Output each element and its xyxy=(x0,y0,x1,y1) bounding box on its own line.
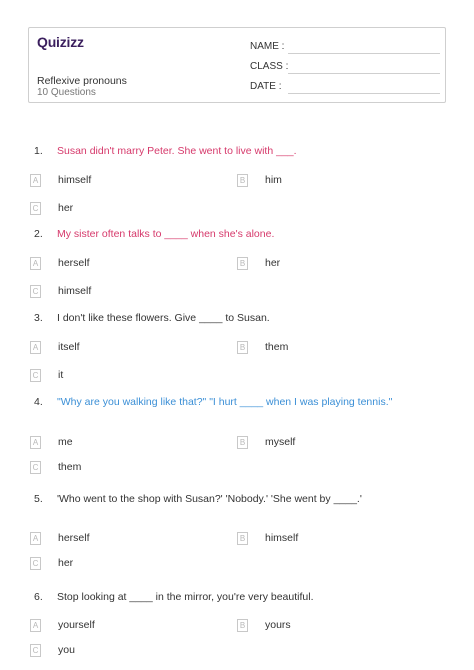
question-count: 10 Questions xyxy=(37,87,96,98)
option-letter-box: C xyxy=(30,369,41,382)
option-letter-box: B xyxy=(237,341,248,354)
class-line xyxy=(288,73,440,74)
question-number: 5. xyxy=(34,493,43,505)
option-letter-box: B xyxy=(237,619,248,632)
option-letter-box: B xyxy=(237,257,248,270)
option-letter-box: B xyxy=(237,174,248,187)
option-label: them xyxy=(58,461,82,473)
option-label: herself xyxy=(58,257,90,269)
question-text: My sister often talks to ____ when she's alone. xyxy=(57,228,275,240)
option-label: me xyxy=(58,436,73,448)
option-letter-box: C xyxy=(30,202,41,215)
option-letter-box: A xyxy=(30,532,41,545)
worksheet-title: Reflexive pronouns xyxy=(37,75,127,87)
date-line xyxy=(288,93,440,94)
option-letter-box: C xyxy=(30,644,41,657)
name-field[interactable] xyxy=(250,41,440,55)
option-label: himself xyxy=(58,174,92,186)
class-field[interactable] xyxy=(250,61,440,75)
option-letter-box: C xyxy=(30,461,41,474)
option-letter-box: C xyxy=(30,557,41,570)
option-label: them xyxy=(265,341,289,353)
option-label: you xyxy=(58,644,75,656)
option-label: him xyxy=(265,174,282,186)
option-letter-box: A xyxy=(30,619,41,632)
option-letter-box: B xyxy=(237,532,248,545)
option-letter-box: A xyxy=(30,257,41,270)
question-text: Stop looking at ____ in the mirror, you're very beautiful. xyxy=(57,591,314,603)
option-letter-box: A xyxy=(30,436,41,449)
option-label: yourself xyxy=(58,619,95,631)
option-label: myself xyxy=(265,436,296,448)
option-label: yours xyxy=(265,619,291,631)
question-text: 'Who went to the shop with Susan?' 'Nobody.' 'She went by ____.' xyxy=(57,493,362,505)
option-letter-box: B xyxy=(237,436,248,449)
option-label: her xyxy=(58,557,74,569)
question-text: Susan didn't marry Peter. She went to live with ___. xyxy=(57,145,297,157)
date-label: DATE : xyxy=(250,81,282,92)
question-number: 6. xyxy=(34,591,43,603)
name-line xyxy=(288,53,440,54)
option-letter-box: C xyxy=(30,285,41,298)
option-label: itself xyxy=(58,341,80,353)
worksheet-header xyxy=(28,27,446,103)
question-number: 2. xyxy=(34,228,43,240)
question-text: "Why are you walking like that?" "I hurt ____ when I was playing tennis." xyxy=(57,396,393,408)
class-label: CLASS : xyxy=(250,61,289,72)
question-number: 3. xyxy=(34,312,43,324)
question-text: I don't like these flowers. Give ____ to Susan. xyxy=(57,312,270,324)
option-label: himself xyxy=(58,285,92,297)
option-label: her xyxy=(265,257,281,269)
option-letter-box: A xyxy=(30,174,41,187)
quizizz-logo: Quizizz xyxy=(37,34,84,50)
option-letter-box: A xyxy=(30,341,41,354)
option-label: himself xyxy=(265,532,299,544)
question-number: 4. xyxy=(34,396,43,408)
date-field[interactable] xyxy=(250,81,440,95)
option-label: herself xyxy=(58,532,90,544)
question-number: 1. xyxy=(34,145,43,157)
option-label: her xyxy=(58,202,74,214)
option-label: it xyxy=(58,369,64,381)
name-label: NAME : xyxy=(250,41,285,52)
